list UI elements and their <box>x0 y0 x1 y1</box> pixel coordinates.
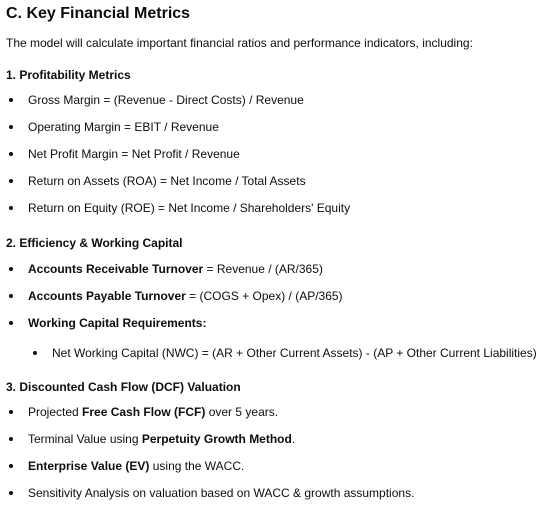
bullet-icon <box>33 351 37 355</box>
intro-paragraph: The model will calculate important financial ratios and performance indicators, including: <box>6 36 473 50</box>
bullet-icon <box>9 464 13 468</box>
bullet-icon <box>9 125 13 129</box>
bullet-icon <box>9 179 13 183</box>
section-heading-dcf: 3. Discounted Cash Flow (DCF) Valuation <box>6 380 241 394</box>
bullet-icon <box>9 437 13 441</box>
bullet-icon <box>9 321 13 325</box>
bullet-icon <box>9 491 13 495</box>
page-title: C. Key Financial Metrics <box>6 5 191 22</box>
bullet-icon <box>9 98 13 102</box>
bullet-icon <box>9 152 13 156</box>
section-heading-efficiency: 2. Efficiency & Working Capital <box>6 236 183 250</box>
bullet-icon <box>9 206 13 210</box>
bullet-icon <box>9 267 13 271</box>
bullet-icon <box>9 294 13 298</box>
bullet-icon <box>9 410 13 414</box>
section-heading-profitability: 1. Profitability Metrics <box>6 68 131 82</box>
